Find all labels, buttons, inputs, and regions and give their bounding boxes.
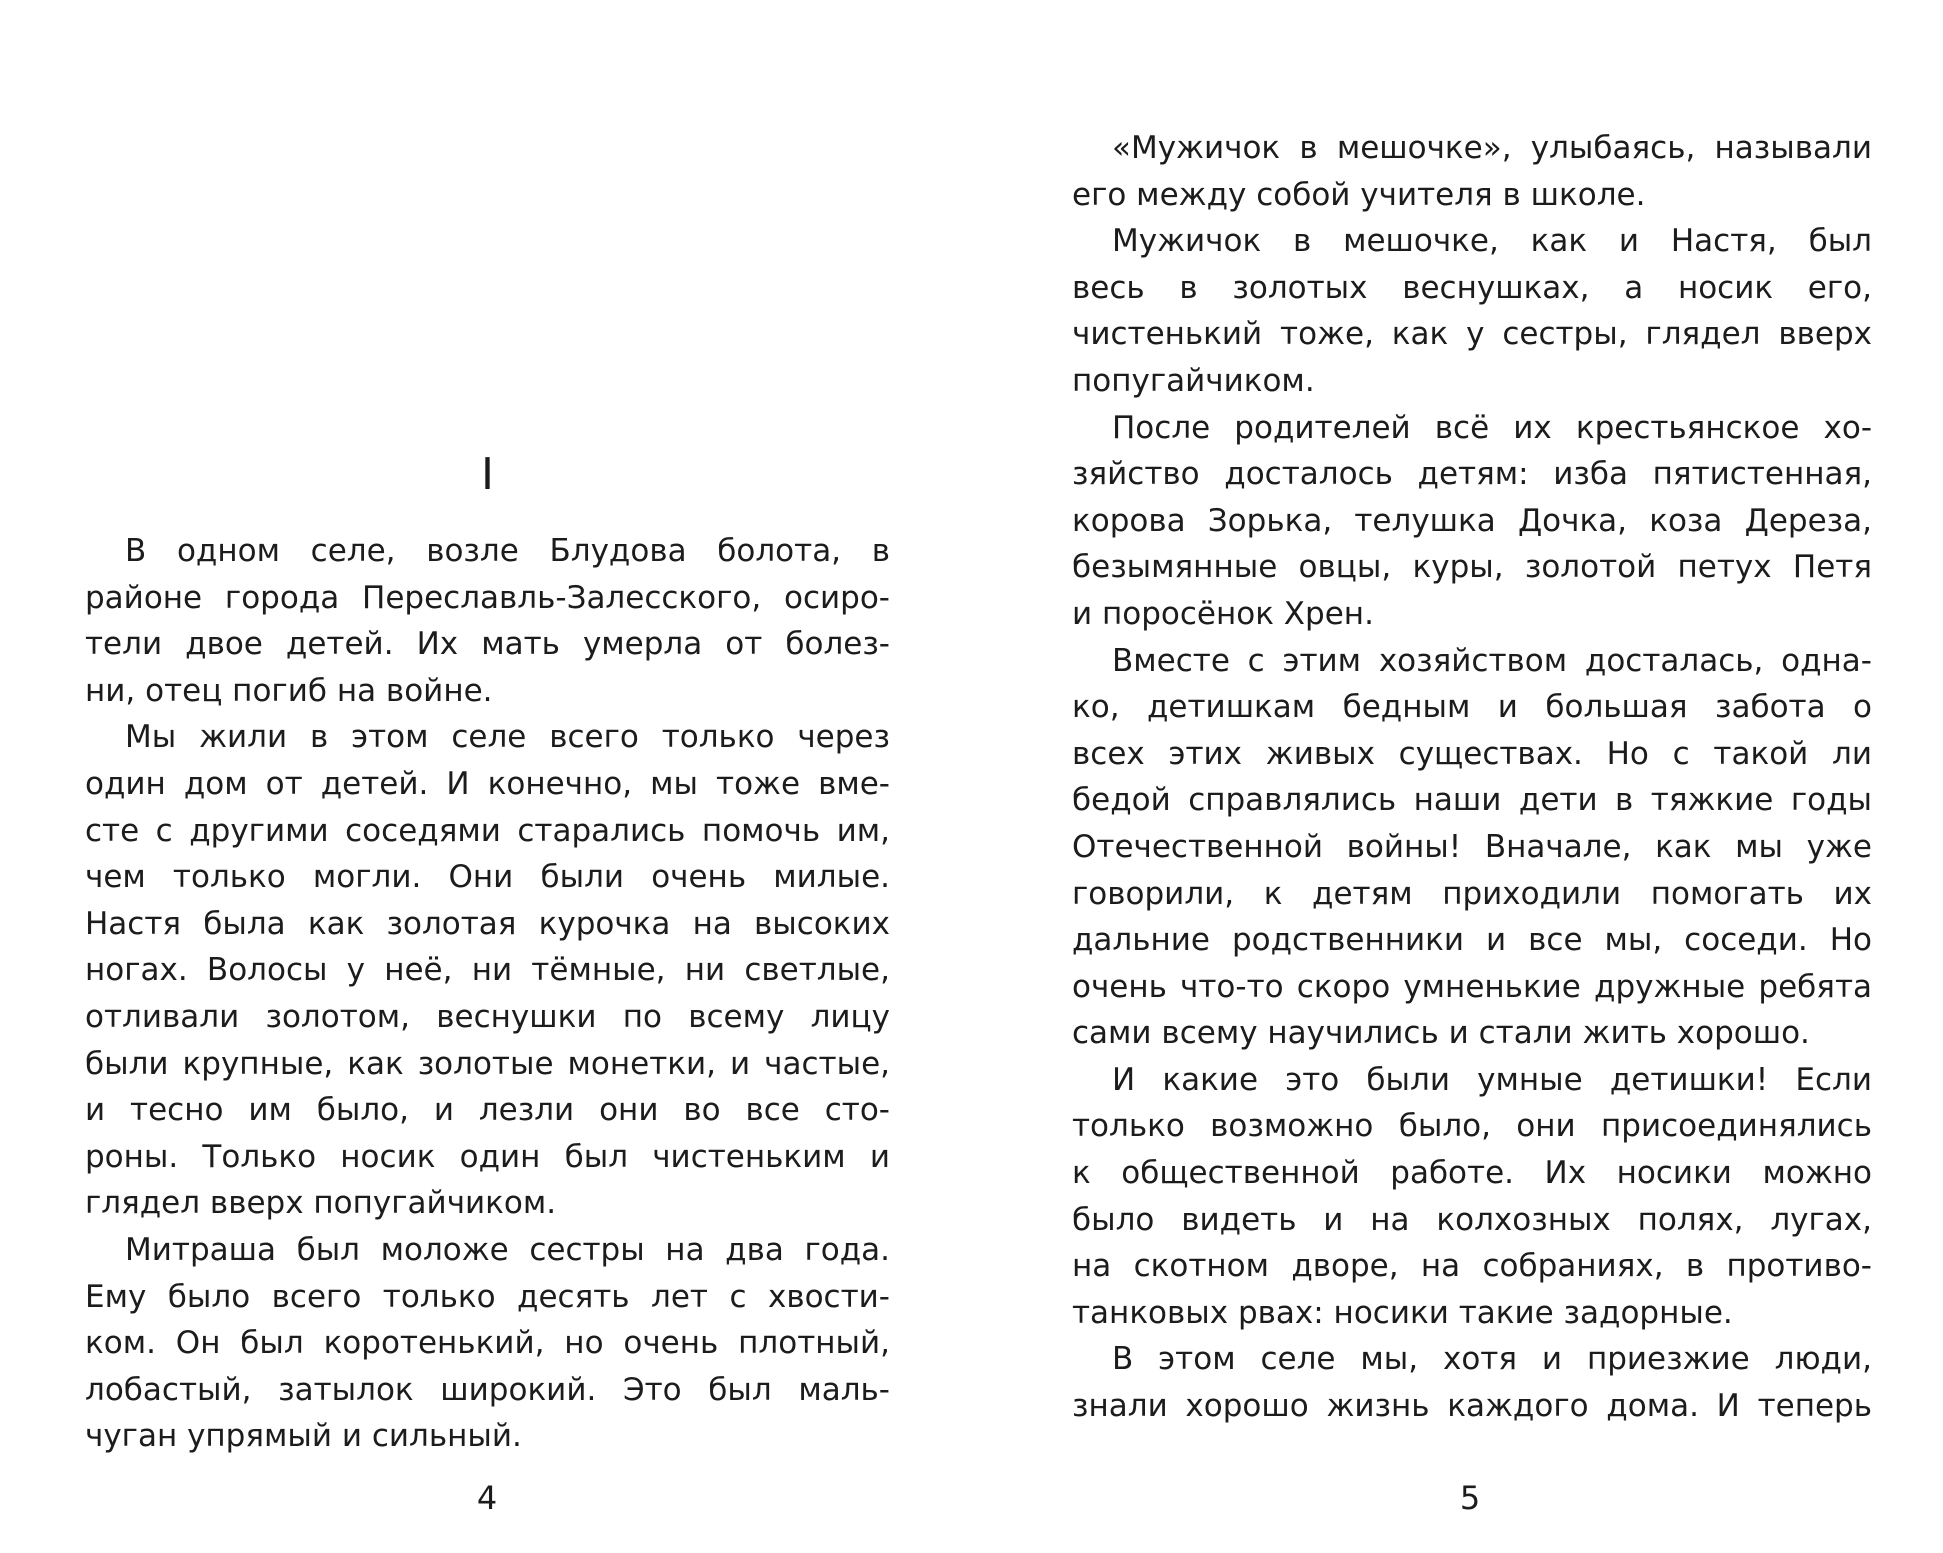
- text-line: Митраша был моложе сестры на два года.: [125, 1231, 890, 1268]
- text-line: чистенький тоже, как у сестры, глядел вверх: [1072, 316, 1872, 353]
- left-page-text: [85, 528, 890, 1460]
- text-line: И какие это были умные детишки! Если: [1112, 1061, 1872, 1098]
- text-line: Вместе с этим хозяйством досталась, одна-: [1112, 642, 1872, 679]
- paragraph: [1072, 405, 1872, 638]
- text-line: было видеть и на колхозных полях, лугах,: [1072, 1201, 1872, 1238]
- left-page: [85, 0, 890, 1553]
- text-line: Отечественной войны! Вначале, как мы уже: [1072, 828, 1872, 865]
- text-line: попугайчиком.: [1072, 362, 1315, 399]
- text-line: районе города Переславль-Залесского, осиро-: [85, 579, 890, 616]
- text-line: корова Зорька, телушка Дочка, коза Дереза,: [1072, 502, 1872, 539]
- paragraph: [1072, 218, 1872, 404]
- text-line: к общественной работе. Их носики можно: [1072, 1155, 1872, 1192]
- paragraph: [1072, 1057, 1872, 1337]
- text-line: Мужичок в мешочке, как и Настя, был: [1112, 223, 1872, 260]
- paragraph: [85, 1227, 890, 1460]
- paragraph: [85, 528, 890, 714]
- text-line: очень что-то скоро умненькие дружные ребята: [1072, 968, 1872, 1005]
- text-line: безымянные овцы, куры, золотой петух Петя: [1072, 549, 1872, 586]
- text-line: зяйство досталось детям: изба пятистенная,: [1072, 456, 1872, 493]
- text-line: были крупные, как золотые монетки, и частые,: [85, 1045, 890, 1082]
- text-line: всех этих живых существах. Но с такой ли: [1072, 735, 1872, 772]
- text-line: тели двое детей. Их мать умерла от болез-: [85, 626, 890, 663]
- text-line: После родителей всё их крестьянское хо-: [1112, 409, 1872, 446]
- text-line: В этом селе мы, хотя и приезжие люди,: [1112, 1341, 1872, 1378]
- text-line: «Мужичок в мешочке», улыбаясь, называли: [1112, 130, 1872, 166]
- text-line: ногах. Волосы у неё, ни тёмные, ни светлые,: [85, 952, 890, 989]
- paragraph: [85, 714, 890, 1227]
- text-line: В одном селе, возле Блудова болота, в: [125, 533, 890, 569]
- right-page-text: [1072, 125, 1872, 1430]
- text-line: сами всему научились и стали жить хорошо.: [1072, 1015, 1810, 1052]
- text-line: только возможно было, они присоединялись: [1072, 1108, 1872, 1145]
- text-line: сте с другими соседями старались помочь им,: [85, 812, 890, 849]
- text-line: чуган упрямый и сильный.: [85, 1418, 522, 1455]
- text-line: говорили, к детям приходили помогать их: [1072, 875, 1872, 912]
- right-page: [1072, 0, 1872, 1553]
- text-line: чем только могли. Они были очень милые.: [85, 859, 890, 896]
- text-line: ком. Он был коротенький, но очень плотный,: [85, 1325, 890, 1362]
- paragraph: [1072, 125, 1872, 218]
- text-line: его между собой учителя в школе.: [1072, 176, 1646, 213]
- text-line: танковых рвах: носики такие задорные.: [1072, 1294, 1733, 1331]
- text-line: Мы жили в этом селе всего только через: [125, 719, 890, 756]
- text-line: и поросёнок Хрен.: [1072, 595, 1374, 632]
- text-line: знали хорошо жизнь каждого дома. И теперь: [1072, 1388, 1872, 1425]
- text-line: бедой справлялись наши дети в тяжкие годы: [1072, 782, 1872, 819]
- text-line: весь в золотых веснушках, а носик его,: [1072, 269, 1872, 306]
- text-line: на скотном дворе, на собраниях, в противо-: [1072, 1248, 1872, 1285]
- text-line: Настя была как золотая курочка на высоких: [85, 905, 890, 942]
- text-line: роны. Только носик один был чистеньким и: [85, 1138, 890, 1175]
- paragraph: [1072, 1336, 1872, 1429]
- chapter-heading: I: [481, 449, 494, 500]
- text-line: глядел вверх попугайчиком.: [85, 1185, 557, 1222]
- paragraph: [1072, 638, 1872, 1057]
- text-line: ни, отец погиб на войне.: [85, 672, 493, 709]
- text-line: один дом от детей. И конечно, мы тоже вме-: [85, 765, 890, 802]
- page-number-left: 4: [476, 1479, 498, 1517]
- text-line: лобастый, затылок широкий. Это был маль-: [85, 1371, 890, 1408]
- text-line: и тесно им было, и лезли они во все сто-: [85, 1092, 890, 1129]
- text-line: дальние родственники и все мы, соседи. Но: [1072, 922, 1872, 959]
- page-number-right: 5: [1459, 1479, 1481, 1517]
- text-line: ко, детишкам бедным и большая забота о: [1072, 689, 1872, 726]
- text-line: отливали золотом, веснушки по всему лицу: [85, 998, 890, 1035]
- text-line: Ему было всего только десять лет с хвости-: [85, 1278, 890, 1315]
